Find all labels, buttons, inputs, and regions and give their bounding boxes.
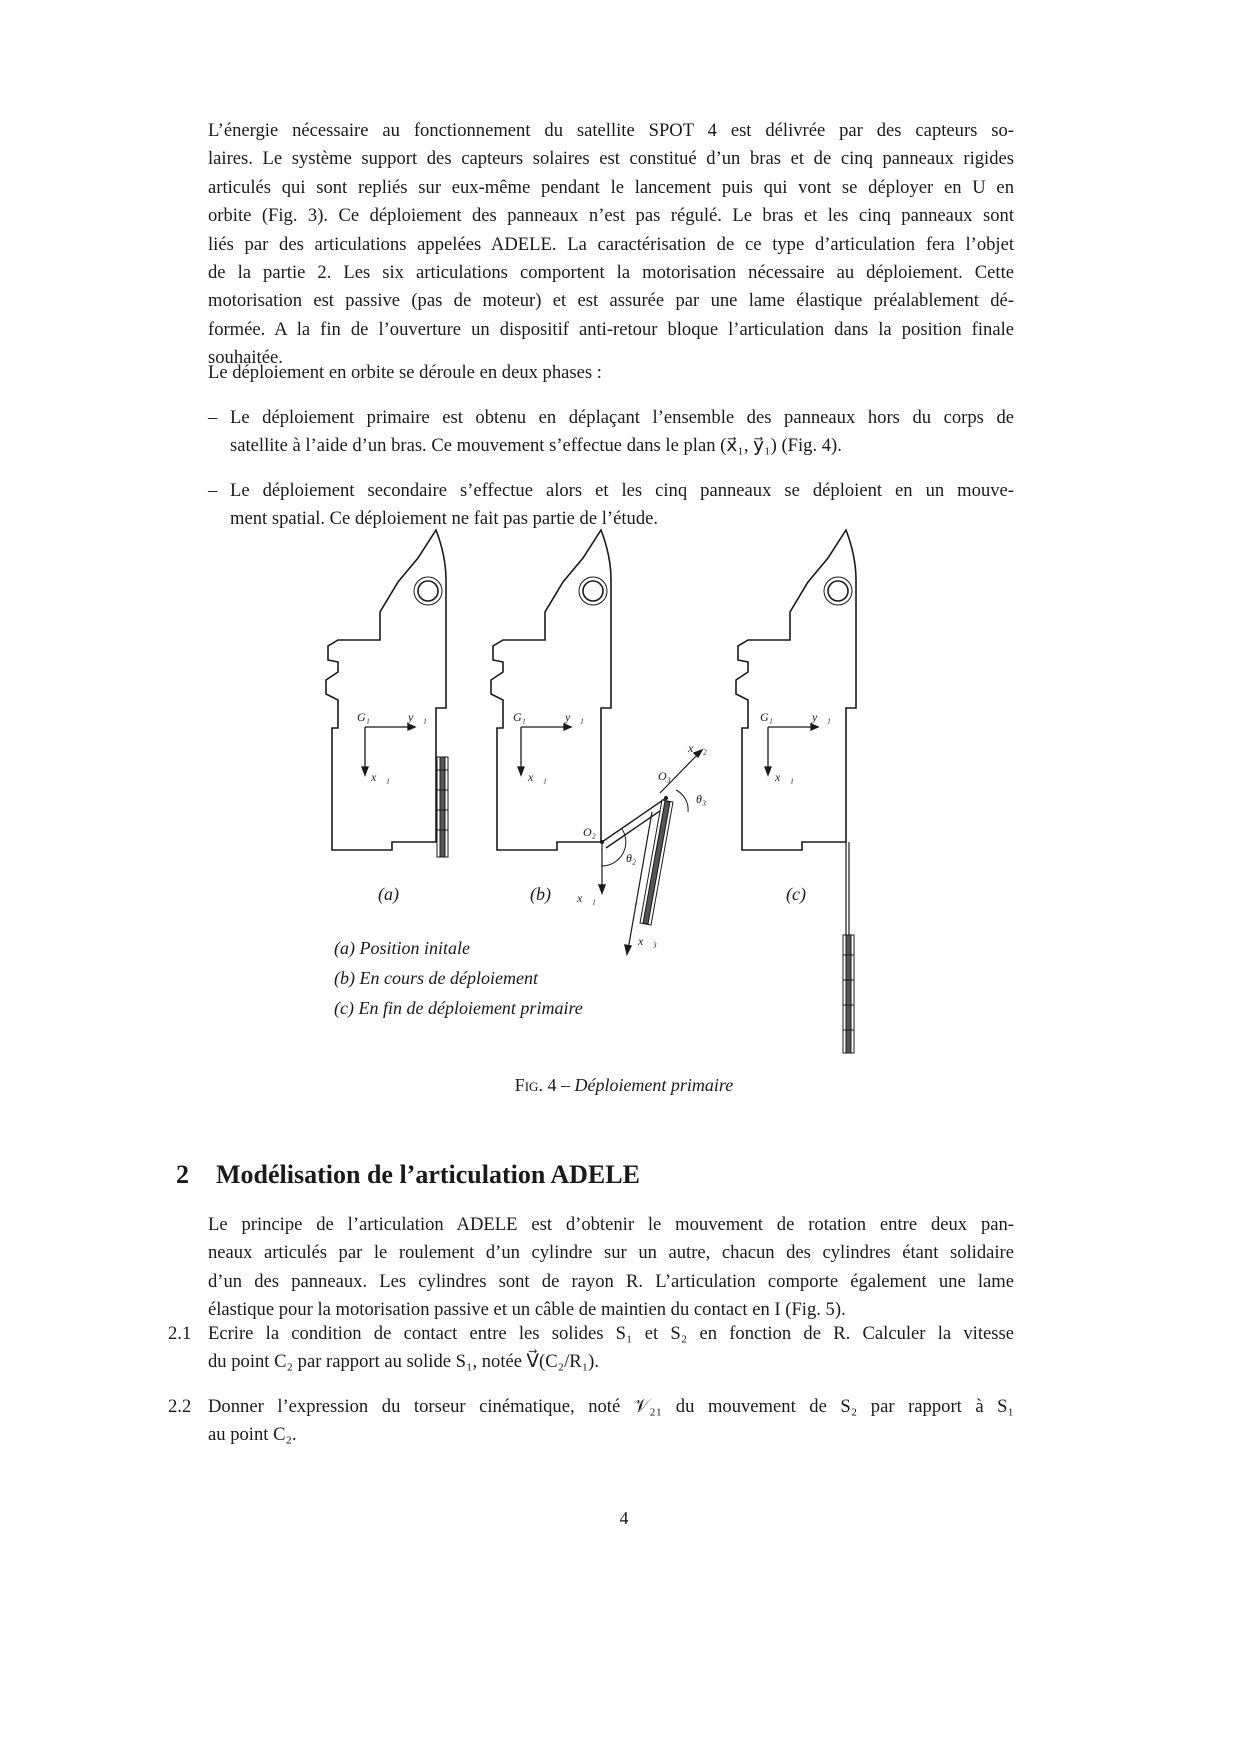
o3-point [664, 796, 668, 800]
intro-line: souhaitée. [208, 347, 283, 369]
question-item [168, 1320, 1014, 1380]
section-paragraph [208, 1211, 1014, 1325]
label-theta2: θ₂ [626, 851, 637, 865]
label-x2: x⃗₂ [688, 741, 707, 755]
label-x3: x⃗₃ [638, 934, 657, 948]
figure-legend-b: (b) En cours de déploiement [334, 968, 538, 988]
intro-line: L’énergie nécessaire au fonctionnement du satellite SPOT 4 est délivrée par des capteurs so- [208, 120, 1014, 141]
hinge-circle-a [418, 581, 438, 601]
intro-line: de la partie 2. Les six articulations comportent la motorisation nécessaire au déploiement. Cette [208, 262, 1014, 284]
section-title: Modélisation de l’articulation ADELE [216, 1160, 640, 1189]
bullet-line: satellite à l’aide d’un bras. Ce mouvement s’effectue dans le plan (x⃗₁, y⃗₁) (Fig. 4). [230, 435, 842, 457]
label-y1-c: y⃗₁ [812, 710, 831, 724]
label-theta3: θ₃ [696, 792, 707, 806]
subfigure-label-c: (c) [786, 884, 806, 904]
label-x1-b-lower: x⃗₁ [577, 891, 596, 905]
label-g1-c: G₁ [760, 710, 773, 724]
o2-point [600, 840, 604, 844]
bullet-dash: – [208, 480, 218, 501]
question-line: Donner l’expression du torseur cinématique, noté 𝒱₂₁ du mouvement de S₂ par rapport à S₁ [208, 1396, 1014, 1417]
label-y1-b: y⃗₁ [565, 710, 584, 724]
satellite-body-a [326, 530, 446, 850]
figure-caption-title: Déploiement primaire [574, 1075, 734, 1095]
panel-stack-c [843, 935, 854, 1053]
section-line: élastique pour la motorisation passive et un câble de maintien du contact en I (Fig. 5). [208, 1299, 846, 1321]
intro-line: laires. Le système support des capteurs solaires est constitué d’un bras et de cinq panneaux rigides [208, 148, 1014, 170]
panel-stack-a [437, 757, 448, 857]
page-number: 4 [619, 1508, 629, 1528]
x-arrow-a [362, 767, 368, 775]
section-line: d’un des panneaux. Les cylindres sont de rayon R. L’articulation comporte également une lame [208, 1270, 1014, 1292]
question-line: du point C₂ par rapport au solide S₁, notée V⃗(C₂/R₁). [208, 1351, 600, 1373]
y-arrow-a [408, 724, 415, 730]
question-number: 2.2 [168, 1396, 192, 1417]
bullet-line: ment spatial. Ce déploiement ne fait pas partie de l’étude. [230, 508, 659, 530]
figure-legend-c: (c) En fin de déploiement primaire [334, 998, 583, 1018]
intro-line: motorisation est passive (pas de moteur) et est assurée par une lame élastique préalablement dé- [208, 290, 1014, 312]
label-o2: O₂ [583, 825, 596, 839]
intro-line: articulés qui sont repliés sur eux-même pendant le lancement puis qui vont se déployer en U en [208, 176, 1014, 198]
question-line: au point C₂. [208, 1424, 297, 1446]
label-g1-a: G₁ [357, 710, 370, 724]
section-heading [176, 1160, 640, 1190]
section-line: Le principe de l’articulation ADELE est d’obtenir le mouvement de rotation entre deux pan- [208, 1214, 1014, 1235]
bullet-line: Le déploiement primaire est obtenu en déplaçant l’ensemble des panneaux hors du corps de [230, 407, 1014, 428]
intro-line: orbite (Fig. 3). Ce déploiement des panneaux n’est pas régulé. Le bras et les cinq panneaux sont [208, 205, 1014, 227]
section-line: neaux articulés par le roulement d’un cylindre sur un autre, chacun des cylindres étant solidaire [208, 1242, 1014, 1264]
bullet-dash: – [208, 407, 218, 428]
section-number: 2 [176, 1160, 189, 1189]
label-x1-c: x⃗₁ [775, 770, 794, 784]
y-arrow-b [564, 724, 571, 730]
label-x1-b: x⃗₁ [528, 770, 547, 784]
panel-stack-b [640, 800, 673, 925]
question-item [168, 1393, 1014, 1453]
satellite-body-b [491, 530, 611, 850]
label-x1-a: x⃗₁ [371, 770, 390, 784]
label-g1-b: G₁ [513, 710, 526, 724]
hinge-circle-c [828, 581, 848, 601]
intro-line: liés par des articulations appelées ADELE. La caractérisation de ce type d’articulation fera l’objet [208, 233, 1014, 255]
subfigure-label-b: (b) [530, 884, 551, 904]
phases-intro-text: Le déploiement en orbite se déroule en deux phases : [208, 362, 602, 383]
figure-caption [0, 1075, 1248, 1096]
figure-caption-prefix: Fig. 4 – [514, 1075, 570, 1095]
x-arrow-b [518, 767, 524, 775]
label-o3: O₃ [658, 769, 671, 783]
theta3-arc [676, 790, 688, 812]
x1-arrow-b [599, 885, 605, 893]
question-number: 2.1 [168, 1323, 192, 1344]
figure-legend-a: (a) Position initale [334, 938, 470, 958]
intro-line: formée. A la fin de l’ouverture un dispositif anti-retour bloque l’articulation dans la position finale [208, 318, 1014, 340]
bullet-line: Le déploiement secondaire s’effectue alors et les cinq panneaux se déploient en un mouve- [230, 480, 1014, 501]
y-arrow-c [811, 724, 818, 730]
hinge-circle-b [583, 581, 603, 601]
question-line: Ecrire la condition de contact entre les solides S₁ et S₂ en fonction de R. Calculer la vitesse [208, 1323, 1014, 1344]
satellite-body-c [736, 530, 856, 850]
subfigure-label-a: (a) [378, 884, 399, 904]
x-arrow-c [765, 767, 771, 775]
label-y1-a: y⃗₁ [408, 710, 427, 724]
x3-arrow [625, 945, 631, 954]
